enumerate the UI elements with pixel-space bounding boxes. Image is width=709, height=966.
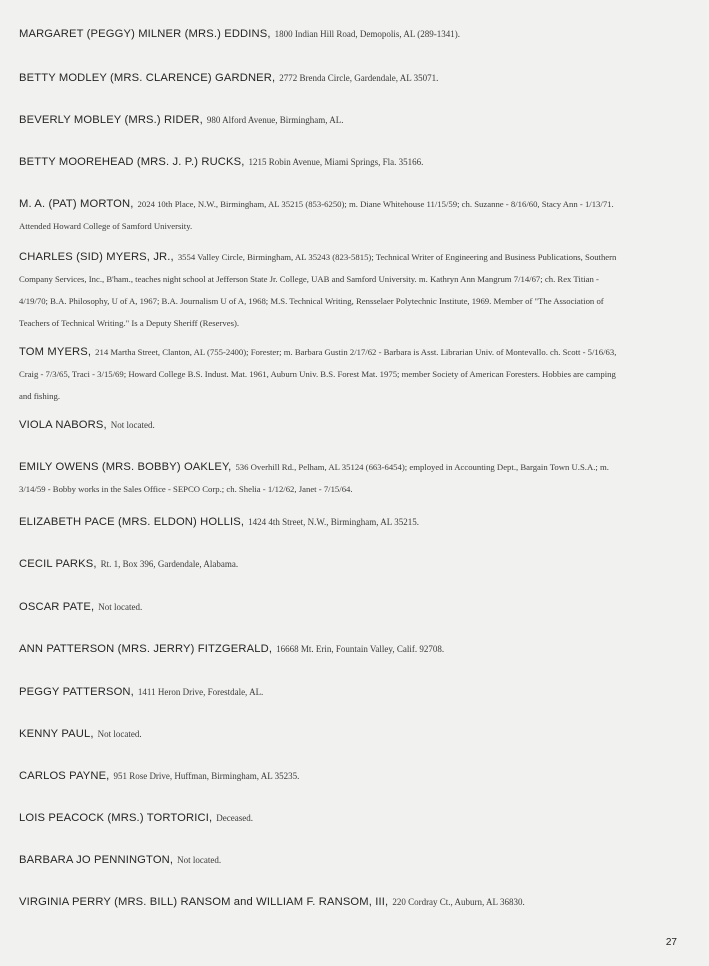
list-item bbox=[19, 722, 629, 744]
entry-detail: 1411 Heron Drive, Forestdale, AL. bbox=[137, 687, 264, 697]
entry-name: CHARLES (SID) MYERS, JR., bbox=[19, 251, 174, 263]
entry-name: BEVERLY MOBLEY (MRS.) RIDER, bbox=[19, 114, 203, 126]
entry-name: BETTY MODLEY (MRS. CLARENCE) GARDNER, bbox=[19, 72, 276, 84]
list-item bbox=[19, 680, 629, 702]
list-item bbox=[19, 595, 629, 617]
entry-detail: 1424 4th Street, N.W., Birmingham, AL 35215. bbox=[248, 517, 419, 527]
entry-name: VIRGINIA PERRY (MRS. BILL) RANSOM and WILLIAM F. RANSOM, III, bbox=[19, 896, 389, 908]
entry-detail: 1215 Robin Avenue, Miami Springs, Fla. 35166. bbox=[248, 157, 424, 167]
entry-name: CECIL PARKS, bbox=[19, 558, 97, 570]
list-item bbox=[19, 806, 629, 828]
list-item bbox=[19, 66, 629, 88]
entry-name: PEGGY PATTERSON, bbox=[19, 686, 134, 698]
entry-name: M. A. (PAT) MORTON, bbox=[19, 198, 134, 210]
list-item bbox=[19, 108, 629, 130]
entry-detail: 2772 Brenda Circle, Gardendale, AL 35071. bbox=[279, 73, 439, 83]
list-item bbox=[19, 413, 629, 435]
entry-detail: Not located. bbox=[97, 729, 142, 739]
entry-name: BETTY MOOREHEAD (MRS. J. P.) RUCKS, bbox=[19, 156, 245, 168]
entry-name: KENNY PAUL, bbox=[19, 728, 94, 740]
list-item bbox=[19, 150, 629, 172]
list-item bbox=[19, 552, 629, 574]
list-item bbox=[19, 890, 629, 912]
entry-detail: Not located. bbox=[110, 420, 155, 430]
entry-detail: Not located. bbox=[98, 602, 143, 612]
page-number: 27 bbox=[665, 937, 677, 948]
list-item bbox=[19, 764, 629, 786]
entry-name: LOIS PEACOCK (MRS.) TORTORICI, bbox=[19, 812, 213, 824]
entry-name: EMILY OWENS (MRS. BOBBY) OAKLEY, bbox=[19, 461, 232, 473]
entry-detail: Deceased. bbox=[216, 813, 254, 823]
entry-detail: 536 Overhill Rd., Pelham, AL 35124 (663-6454); employed in Accounting Dept., Bargain Town U.S.A.; m. 3/14/59 - Bobby works in the Sales Office - SEPCO Corp.; ch. Shelia - 1/12/62, Janet - 7/15/64. bbox=[19, 462, 609, 495]
entry-name: VIOLA NABORS, bbox=[19, 419, 107, 431]
entry-name: ANN PATTERSON (MRS. JERRY) FITZGERALD, bbox=[19, 643, 273, 655]
entry-detail: 3554 Valley Circle, Birmingham, AL 35243 (823-5815); Technical Writer of Engineering and Business Publications, Southern Company Services, Inc., B'ham., teaches night school at Jefferson State Jr. College, UAB and Samford University. m. Kathryn Ann Mangrum 7/14/67; ch. Rex Titian - 4/19/70; B.A. Philosophy, U of A, 1967; B.A. Journalism U of A, 1968; M.S. Technical Writing, Rensselaer Polytechnic Institute, 1969. Member of "The Association of Teachers of Technical Writing." Is a Deputy Sheriff (Reserves). bbox=[19, 252, 617, 329]
entry-detail: 1800 Indian Hill Road, Demopolis, AL (289-1341). bbox=[274, 29, 461, 39]
list-item bbox=[19, 455, 629, 499]
list-item bbox=[19, 848, 629, 870]
entry-name: TOM MYERS, bbox=[19, 346, 92, 358]
entry-detail: Rt. 1, Box 396, Gardendale, Alabama. bbox=[100, 559, 239, 569]
list-item bbox=[19, 340, 629, 406]
list-item bbox=[19, 22, 629, 44]
list-item bbox=[19, 245, 629, 333]
entry-detail: Not located. bbox=[177, 855, 222, 865]
entry-detail: 980 Alford Avenue, Birmingham, AL. bbox=[206, 115, 344, 125]
entry-name: MARGARET (PEGGY) MILNER (MRS.) EDDINS, bbox=[19, 28, 271, 40]
entry-name: OSCAR PATE, bbox=[19, 601, 95, 613]
list-item bbox=[19, 637, 629, 659]
entry-name: CARLOS PAYNE, bbox=[19, 770, 110, 782]
entry-name: ELIZABETH PACE (MRS. ELDON) HOLLIS, bbox=[19, 516, 245, 528]
entry-detail: 214 Martha Street, Clanton, AL (755-2400); Forester; m. Barbara Gustin 2/17/62 - Barbara is Asst. Librarian Univ. of Montevallo. ch. Scott - 5/16/63, Craig - 7/3/65, Traci - 3/15/69; Howard College B.S. Indust. Mat. 1961, Auburn Univ. B.S. Forest Mat. 1975; member Society of American Foresters. Hobbies are camping and fishing. bbox=[19, 347, 617, 402]
entry-detail: 2024 10th Place, N.W., Birmingham, AL 35215 (853-6250); m. Diane Whitehouse 11/15/59; ch. Suzanne - 8/16/60, Stacy Ann - 1/13/71. Attended Howard College of Samford University. bbox=[19, 199, 614, 232]
list-item bbox=[19, 192, 629, 236]
entry-detail: 951 Rose Drive, Huffman, Birmingham, AL 35235. bbox=[113, 771, 300, 781]
list-item bbox=[19, 510, 629, 532]
entry-detail: 220 Cordray Ct., Auburn, AL 36830. bbox=[392, 897, 525, 907]
entry-name: BARBARA JO PENNINGTON, bbox=[19, 854, 174, 866]
entry-detail: 16668 Mt. Erin, Fountain Valley, Calif. 92708. bbox=[276, 644, 445, 654]
